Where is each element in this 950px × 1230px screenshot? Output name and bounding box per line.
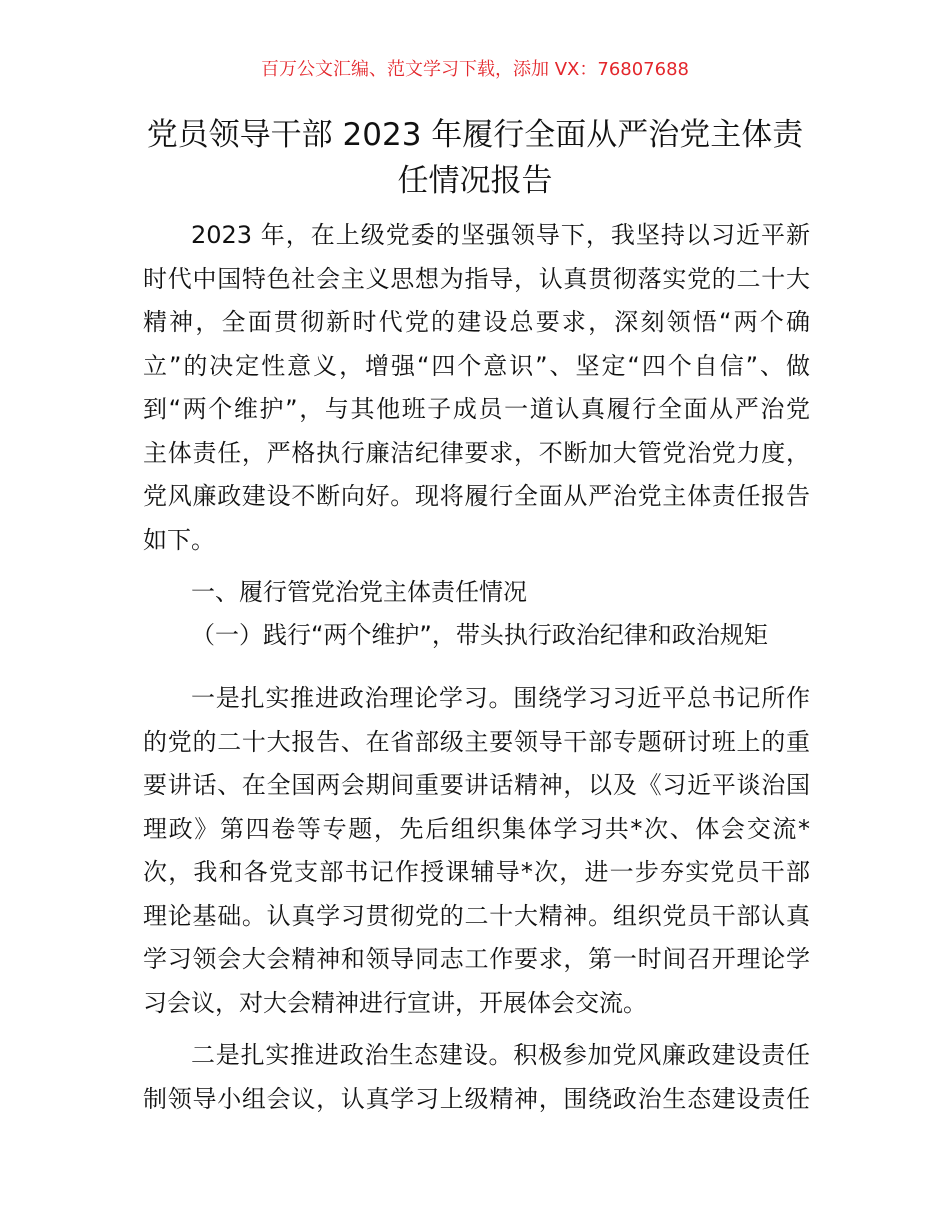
paragraph-1-line: 学习领会大会精神和领导同志工作要求，第一时间召开理论学	[143, 945, 810, 973]
paragraph-1-line: 理论基础。认真学习贯彻党的二十大精神。组织党员干部认真	[143, 901, 810, 930]
document-title-line-1: 党员领导干部 2023 年履行全面从严治党主体责	[146, 117, 804, 153]
paragraph-1-line: 次，我和各党支部书记作授课辅导*次，进一步夯实党员干部	[143, 858, 810, 886]
intro-paragraph-line: 主体责任，严格执行廉洁纪律要求，不断加大管党治党力度，	[143, 438, 810, 467]
subsection-heading-line: （一）践行“两个维护”，带头执行政治纪律和政治规矩	[191, 621, 768, 649]
paragraph-1-line: 理政》第四卷等专题，先后组织集体学习共*次、体会交流*	[143, 814, 810, 843]
paragraph-2-line: 制领导小组会议，认真学习上级精神，围绕政治生态建设责任	[143, 1084, 810, 1113]
intro-paragraph-line: 党风廉政建设不断向好。现将履行全面从严治党主体责任报告	[143, 482, 810, 510]
watermark-banner: 百万公文汇编、范文学习下载，添加 VX：76807688	[261, 59, 689, 80]
intro-paragraph-line: 立”的决定性意义，增强“四个意识”、坚定“四个自信”、做	[143, 351, 810, 380]
paragraph-1-line: 一是扎实推进政治理论学习。围绕学习习近平总书记所作	[191, 684, 810, 712]
section-heading-line: 一、履行管党治党主体责任情况	[191, 578, 527, 606]
intro-paragraph-line: 如下。	[143, 525, 215, 554]
document-title-line-2: 任情况报告	[397, 163, 553, 199]
intro-paragraph-line: 时代中国特色社会主义思想为指导，认真贯彻落实党的二十大	[143, 264, 810, 293]
intro-paragraph-line: 到“两个维护”，与其他班子成员一道认真履行全面从严治党	[143, 395, 810, 423]
paragraph-1-line: 要讲话、在全国两会期间重要讲话精神，以及《习近平谈治国	[143, 771, 810, 799]
intro-paragraph-line: 2023 年，在上级党委的坚强领导下，我坚持以习近平新	[191, 221, 810, 249]
intro-paragraph-line: 精神，全面贯彻新时代党的建设总要求，深刻领悟“两个确	[143, 308, 810, 336]
paragraph-1-line: 习会议，对大会精神进行宣讲，开展体会交流。	[143, 988, 647, 1017]
paragraph-1-line: 的党的二十大报告、在省部级主要领导干部专题研讨班上的重	[143, 727, 810, 756]
paragraph-2-line: 二是扎实推进政治生态建设。积极参加党风廉政建设责任	[191, 1041, 810, 1069]
